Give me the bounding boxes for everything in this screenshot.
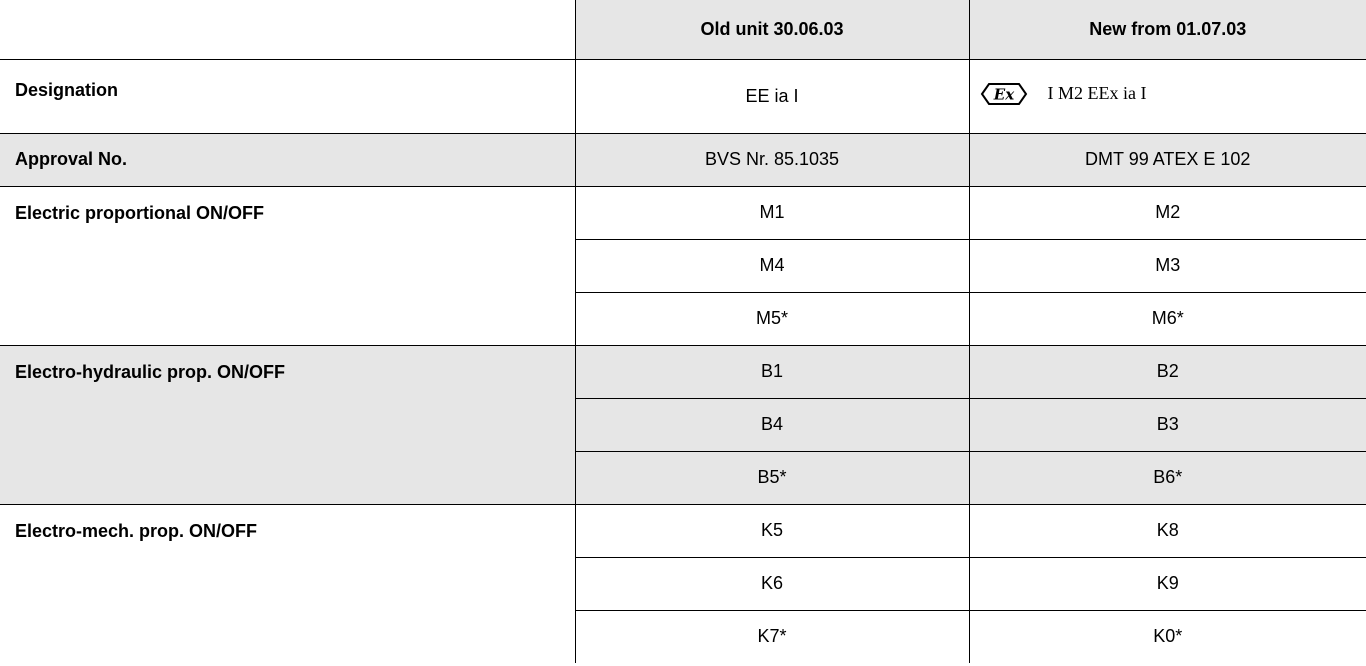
designation-new-value — [969, 59, 1366, 133]
designation-label: Designation — [15, 79, 119, 100]
group-row — [0, 504, 1366, 557]
group-row — [0, 345, 1366, 398]
group-row — [0, 186, 1366, 239]
approval-row — [0, 133, 1366, 186]
designation-old-text: EE ia I — [745, 85, 799, 106]
old-code-cell: M1 — [575, 186, 969, 239]
new-code-cell: K8 — [969, 504, 1366, 557]
ex-marking-icon — [980, 81, 1028, 107]
approval-new-value: DMT 99 ATEX E 102 — [969, 133, 1366, 186]
approval-old-value: BVS Nr. 85.1035 — [575, 133, 969, 186]
table-header-row — [0, 0, 1366, 59]
group-label-electro-mech: Electro-mech. prop. ON/OFF — [0, 504, 575, 663]
svg-text:Ex: Ex — [993, 85, 1014, 103]
new-code-cell: M3 — [969, 239, 1366, 292]
new-code-cell: K0* — [969, 610, 1366, 663]
old-code-cell: B5* — [575, 451, 969, 504]
new-code-cell: B3 — [969, 398, 1366, 451]
header-old-unit: Old unit 30.06.03 — [575, 0, 969, 59]
old-code-cell: M5* — [575, 292, 969, 345]
approval-label: Approval No. — [0, 133, 575, 186]
new-code-cell: K9 — [969, 557, 1366, 610]
old-code-cell: K6 — [575, 557, 969, 610]
header-corner-cell — [0, 0, 575, 59]
new-code-cell: B2 — [969, 345, 1366, 398]
old-code-cell: B4 — [575, 398, 969, 451]
group-label-electro-hydraulic: Electro-hydraulic prop. ON/OFF — [0, 345, 575, 504]
old-code-cell: K7* — [575, 610, 969, 663]
new-code-cell: M6* — [969, 292, 1366, 345]
designation-old-value — [575, 59, 969, 133]
new-code-cell: B6* — [969, 451, 1366, 504]
designation-new-text: I M2 EEx ia I — [1047, 83, 1147, 103]
new-code-cell: M2 — [969, 186, 1366, 239]
designation-row — [0, 59, 1366, 133]
old-code-cell: B1 — [575, 345, 969, 398]
old-code-cell: M4 — [575, 239, 969, 292]
group-label-electric: Electric proportional ON/OFF — [0, 186, 575, 345]
old-code-cell: K5 — [575, 504, 969, 557]
header-new-unit: New from 01.07.03 — [969, 0, 1366, 59]
